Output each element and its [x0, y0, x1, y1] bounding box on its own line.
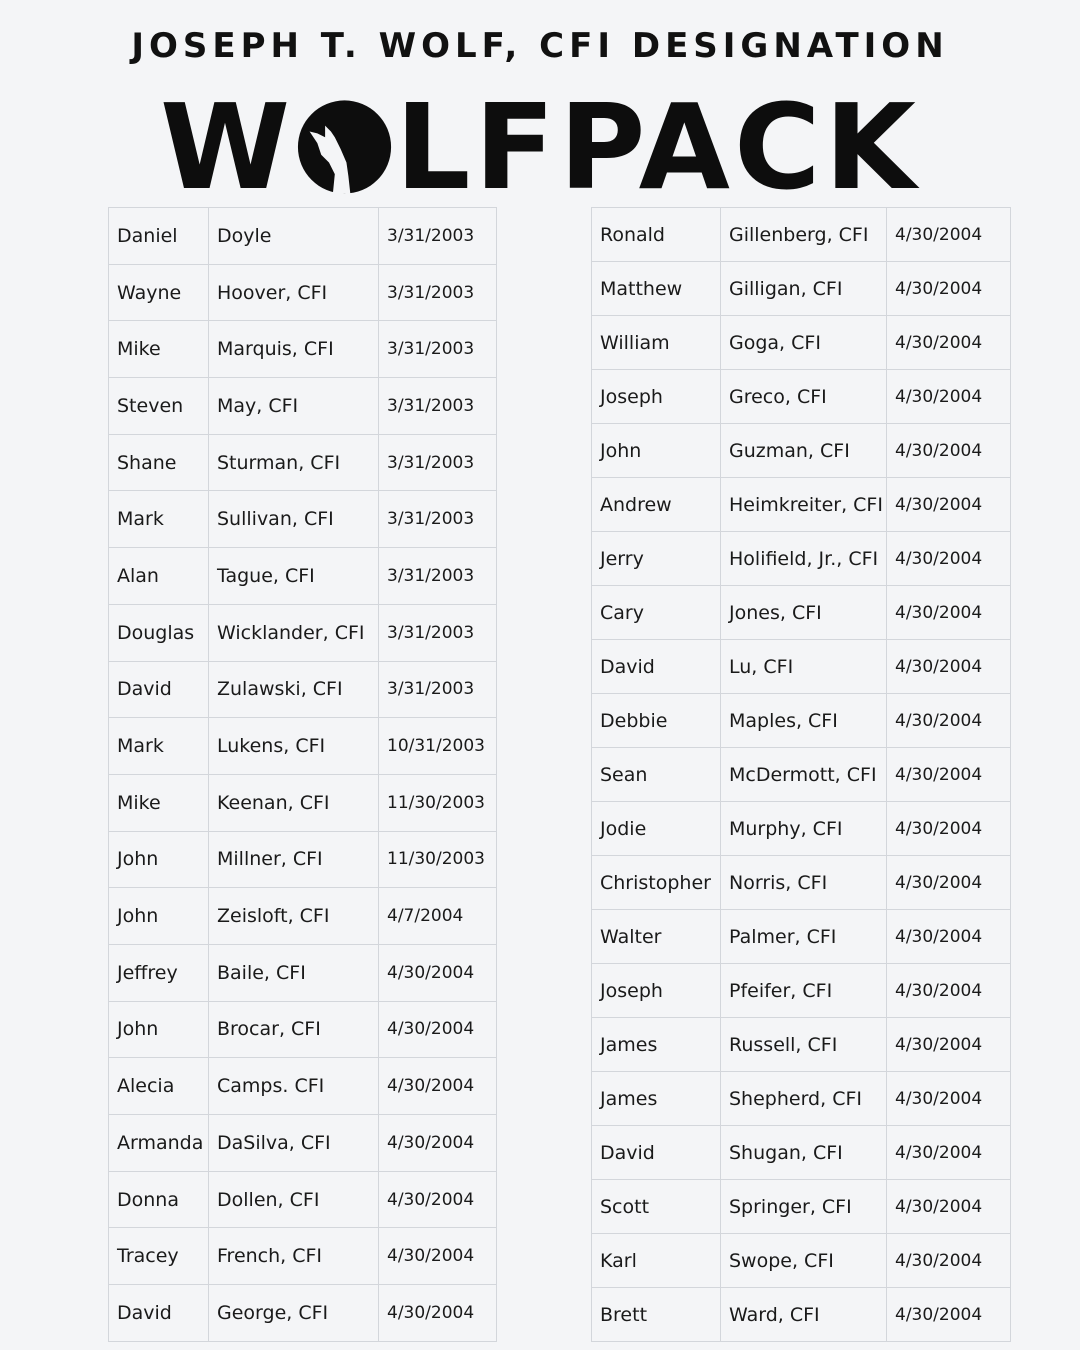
date-cell: 4/30/2004 [887, 262, 1011, 316]
last-name-cell: Greco, CFI [721, 370, 887, 424]
last-name-cell: Zulawski, CFI [209, 661, 379, 718]
table-row [109, 1058, 497, 1115]
date-cell: 4/30/2004 [887, 478, 1011, 532]
last-name-cell: May, CFI [209, 378, 379, 435]
table-row [592, 370, 1011, 424]
last-name-cell: Dollen, CFI [209, 1171, 379, 1228]
table-row [109, 831, 497, 888]
date-cell: 4/30/2004 [887, 964, 1011, 1018]
date-cell: 4/30/2004 [887, 316, 1011, 370]
date-cell: 3/31/2003 [379, 378, 497, 435]
last-name-cell: Shepherd, CFI [721, 1072, 887, 1126]
last-name-cell: Pfeifer, CFI [721, 964, 887, 1018]
first-name-cell: Mike [109, 774, 209, 831]
date-cell: 4/30/2004 [379, 1228, 497, 1285]
last-name-cell: Marquis, CFI [209, 321, 379, 378]
table-row [109, 378, 497, 435]
last-name-cell: Swope, CFI [721, 1234, 887, 1288]
last-name-cell: Russell, CFI [721, 1018, 887, 1072]
table-row [592, 640, 1011, 694]
table-row [109, 888, 497, 945]
last-name-cell: Heimkreiter, CFI [721, 478, 887, 532]
first-name-cell: Mike [109, 321, 209, 378]
last-name-cell: Keenan, CFI [209, 774, 379, 831]
date-cell: 10/31/2003 [379, 718, 497, 775]
date-cell: 4/7/2004 [379, 888, 497, 945]
table-row [109, 264, 497, 321]
date-cell: 4/30/2004 [887, 1018, 1011, 1072]
first-name-cell: John [109, 1001, 209, 1058]
table-row [109, 1115, 497, 1172]
date-cell: 4/30/2004 [887, 586, 1011, 640]
table-row [109, 1001, 497, 1058]
last-name-cell: Palmer, CFI [721, 910, 887, 964]
table-row [109, 321, 497, 378]
last-name-cell: Goga, CFI [721, 316, 887, 370]
date-cell: 3/31/2003 [379, 604, 497, 661]
date-cell: 3/31/2003 [379, 491, 497, 548]
first-name-cell: Jeffrey [109, 944, 209, 1001]
last-name-cell: Jones, CFI [721, 586, 887, 640]
last-name-cell: Norris, CFI [721, 856, 887, 910]
date-cell: 4/30/2004 [887, 1072, 1011, 1126]
howling-wolf-moon-icon [296, 97, 393, 197]
last-name-cell: Ward, CFI [721, 1288, 887, 1342]
first-name-cell: Christopher [592, 856, 721, 910]
first-name-cell: Joseph [592, 964, 721, 1018]
first-name-cell: Alecia [109, 1058, 209, 1115]
first-name-cell: Douglas [109, 604, 209, 661]
last-name-cell: Tague, CFI [209, 548, 379, 605]
date-cell: 4/30/2004 [887, 640, 1011, 694]
table-row [109, 434, 497, 491]
table-row [592, 964, 1011, 1018]
last-name-cell: Zeisloft, CFI [209, 888, 379, 945]
designees-table-right [591, 207, 1011, 1342]
first-name-cell: David [592, 1126, 721, 1180]
last-name-cell: Lukens, CFI [209, 718, 379, 775]
first-name-cell: Joseph [592, 370, 721, 424]
first-name-cell: Ronald [592, 208, 721, 262]
table-row [592, 1180, 1011, 1234]
first-name-cell: Steven [109, 378, 209, 435]
first-name-cell: Scott [592, 1180, 721, 1234]
first-name-cell: Cary [592, 586, 721, 640]
last-name-cell: Millner, CFI [209, 831, 379, 888]
last-name-cell: McDermott, CFI [721, 748, 887, 802]
table-row [109, 208, 497, 265]
last-name-cell: Shugan, CFI [721, 1126, 887, 1180]
date-cell: 11/30/2003 [379, 774, 497, 831]
first-name-cell: James [592, 1018, 721, 1072]
first-name-cell: Daniel [109, 208, 209, 265]
table-row [592, 478, 1011, 532]
table-row [109, 718, 497, 775]
date-cell: 4/30/2004 [887, 1234, 1011, 1288]
designees-table-left [108, 207, 497, 1342]
table-row [592, 586, 1011, 640]
first-name-cell: David [109, 661, 209, 718]
date-cell: 4/30/2004 [887, 208, 1011, 262]
last-name-cell: Guzman, CFI [721, 424, 887, 478]
date-cell: 4/30/2004 [379, 1115, 497, 1172]
first-name-cell: James [592, 1072, 721, 1126]
date-cell: 4/30/2004 [887, 748, 1011, 802]
logo-letter-w: W [160, 78, 295, 216]
date-cell: 4/30/2004 [887, 1126, 1011, 1180]
table-row [592, 424, 1011, 478]
table-row [592, 1126, 1011, 1180]
first-name-cell: Wayne [109, 264, 209, 321]
date-cell: 4/30/2004 [887, 856, 1011, 910]
last-name-cell: Brocar, CFI [209, 1001, 379, 1058]
last-name-cell: Gilligan, CFI [721, 262, 887, 316]
date-cell: 4/30/2004 [887, 1180, 1011, 1234]
date-cell: 3/31/2003 [379, 321, 497, 378]
date-cell: 4/30/2004 [887, 532, 1011, 586]
table-row [109, 944, 497, 1001]
table-row [592, 1234, 1011, 1288]
last-name-cell: Sullivan, CFI [209, 491, 379, 548]
date-cell: 4/30/2004 [887, 424, 1011, 478]
last-name-cell: Maples, CFI [721, 694, 887, 748]
table-row [592, 1018, 1011, 1072]
table-row [109, 604, 497, 661]
first-name-cell: Karl [592, 1234, 721, 1288]
first-name-cell: Jodie [592, 802, 721, 856]
first-name-cell: Sean [592, 748, 721, 802]
table-row [592, 262, 1011, 316]
first-name-cell: Alan [109, 548, 209, 605]
last-name-cell: Murphy, CFI [721, 802, 887, 856]
date-cell: 4/30/2004 [379, 1285, 497, 1342]
logo-letters-lfpack: LFPACK [395, 78, 920, 216]
first-name-cell: Mark [109, 718, 209, 775]
date-cell: 3/31/2003 [379, 434, 497, 491]
last-name-cell: Wicklander, CFI [209, 604, 379, 661]
date-cell: 4/30/2004 [379, 1058, 497, 1115]
date-cell: 4/30/2004 [379, 1171, 497, 1228]
last-name-cell: French, CFI [209, 1228, 379, 1285]
table-row [592, 802, 1011, 856]
page-subtitle: JOSEPH T. WOLF, CFI DESIGNATION [131, 26, 949, 66]
table-row [109, 548, 497, 605]
first-name-cell: John [592, 424, 721, 478]
first-name-cell: Debbie [592, 694, 721, 748]
table-row [592, 694, 1011, 748]
first-name-cell: Matthew [592, 262, 721, 316]
first-name-cell: David [109, 1285, 209, 1342]
last-name-cell: Gillenberg, CFI [721, 208, 887, 262]
table-row [592, 316, 1011, 370]
date-cell: 4/30/2004 [887, 910, 1011, 964]
date-cell: 4/30/2004 [379, 944, 497, 1001]
date-cell: 4/30/2004 [887, 1288, 1011, 1342]
table-row [109, 491, 497, 548]
first-name-cell: Walter [592, 910, 721, 964]
wolfpack-logo [160, 78, 920, 216]
first-name-cell: Tracey [109, 1228, 209, 1285]
last-name-cell: DaSilva, CFI [209, 1115, 379, 1172]
table-row [109, 1228, 497, 1285]
table-row [109, 774, 497, 831]
date-cell: 4/30/2004 [887, 694, 1011, 748]
last-name-cell: Hoover, CFI [209, 264, 379, 321]
date-cell: 11/30/2003 [379, 831, 497, 888]
table-row [592, 748, 1011, 802]
last-name-cell: Lu, CFI [721, 640, 887, 694]
table-row [109, 1285, 497, 1342]
first-name-cell: John [109, 831, 209, 888]
last-name-cell: Camps. CFI [209, 1058, 379, 1115]
last-name-cell: Springer, CFI [721, 1180, 887, 1234]
table-row [592, 1288, 1011, 1342]
table-row [592, 208, 1011, 262]
first-name-cell: John [109, 888, 209, 945]
first-name-cell: Shane [109, 434, 209, 491]
last-name-cell: Sturman, CFI [209, 434, 379, 491]
first-name-cell: David [592, 640, 721, 694]
date-cell: 3/31/2003 [379, 548, 497, 605]
first-name-cell: Andrew [592, 478, 721, 532]
table-row [592, 532, 1011, 586]
date-cell: 3/31/2003 [379, 264, 497, 321]
first-name-cell: Armanda [109, 1115, 209, 1172]
first-name-cell: Brett [592, 1288, 721, 1342]
table-row [109, 1171, 497, 1228]
date-cell: 3/31/2003 [379, 661, 497, 718]
date-cell: 3/31/2003 [379, 208, 497, 265]
date-cell: 4/30/2004 [887, 802, 1011, 856]
first-name-cell: Donna [109, 1171, 209, 1228]
table-row [109, 661, 497, 718]
date-cell: 4/30/2004 [379, 1001, 497, 1058]
table-row [592, 856, 1011, 910]
first-name-cell: William [592, 316, 721, 370]
first-name-cell: Jerry [592, 532, 721, 586]
last-name-cell: Doyle [209, 208, 379, 265]
last-name-cell: Baile, CFI [209, 944, 379, 1001]
first-name-cell: Mark [109, 491, 209, 548]
date-cell: 4/30/2004 [887, 370, 1011, 424]
last-name-cell: George, CFI [209, 1285, 379, 1342]
table-row [592, 1072, 1011, 1126]
last-name-cell: Holifield, Jr., CFI [721, 532, 887, 586]
table-row [592, 910, 1011, 964]
